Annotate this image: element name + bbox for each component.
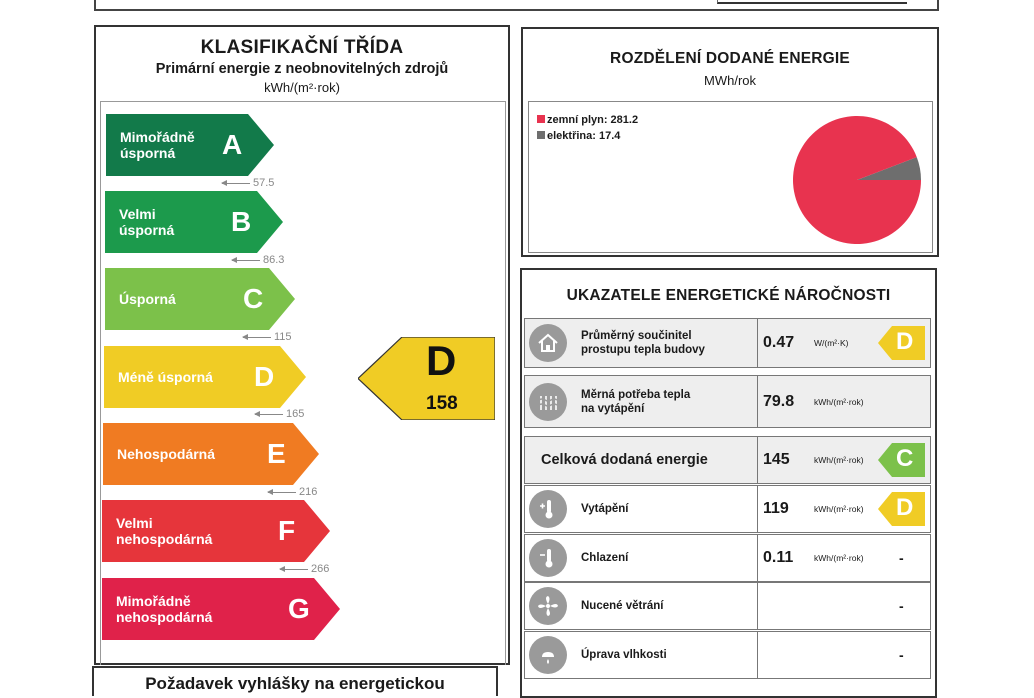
threshold-arrow-icon bbox=[268, 492, 296, 493]
result-class-value: 158 bbox=[426, 393, 458, 414]
threshold-value: 165 bbox=[286, 408, 305, 420]
humidity-icon bbox=[529, 636, 567, 674]
legend-swatch-gas bbox=[537, 115, 545, 123]
legend-item-gas bbox=[537, 112, 638, 128]
indicator-value: 119 bbox=[763, 500, 789, 517]
row-divider bbox=[757, 376, 758, 427]
indicator-class-badge bbox=[878, 492, 925, 526]
energy-class-label: Mimořádně nehospodárná bbox=[116, 593, 213, 625]
threshold-arrow-icon bbox=[280, 569, 308, 570]
energy-class-letter: G bbox=[288, 593, 310, 624]
class-threshold bbox=[243, 331, 292, 343]
heat-icon bbox=[529, 383, 567, 421]
indicator-class-letter: D bbox=[896, 328, 914, 355]
classification-title: KLASIFIKAČNÍ TŘÍDA bbox=[200, 37, 404, 58]
class-threshold bbox=[232, 254, 284, 266]
energy-class-bar-g bbox=[102, 578, 340, 640]
requirement-title: Požadavek vyhlášky na energetickou bbox=[145, 674, 445, 693]
chart-legend bbox=[537, 112, 638, 144]
indicator-name: Celková dodaná energie bbox=[541, 452, 708, 468]
result-marker-arrow bbox=[358, 337, 495, 420]
energy-class-bar-c bbox=[105, 268, 295, 330]
energy-class-bar-e bbox=[103, 423, 319, 485]
indicator-value: 79.8 bbox=[763, 392, 795, 410]
indicator-no-class: - bbox=[899, 550, 904, 566]
row-divider bbox=[757, 486, 758, 532]
indicator-unit: kWh/(m²·rok) bbox=[814, 455, 864, 465]
energy-class-bar-a bbox=[106, 114, 274, 176]
indicator-name: Vytápění bbox=[581, 503, 629, 515]
classification-unit: kWh/(m²·rok) bbox=[264, 80, 340, 95]
indicator-name: Chlazení bbox=[581, 552, 629, 564]
energy-class-label: Úsporná bbox=[119, 291, 176, 307]
indicator-row bbox=[524, 375, 931, 428]
class-threshold bbox=[268, 486, 317, 498]
indicator-unit: kWh/(m²·rok) bbox=[814, 396, 864, 407]
threshold-value: 115 bbox=[274, 331, 292, 343]
result-class-letter: D bbox=[426, 337, 457, 384]
energy-class-letter: A bbox=[222, 129, 243, 160]
energy-class-letter: E bbox=[267, 438, 286, 469]
threshold-value: 86.3 bbox=[263, 254, 285, 266]
distribution-chart-area bbox=[528, 101, 933, 253]
energy-class-label: Velmi úsporná bbox=[119, 206, 175, 238]
thermometer-minus-icon bbox=[529, 539, 567, 577]
indicator-row bbox=[524, 436, 931, 484]
requirement-panel bbox=[92, 666, 498, 696]
indicator-name: Úprava vlhkosti bbox=[581, 649, 667, 661]
distribution-title: ROZDĚLENÍ DODANÉ ENERGIE bbox=[610, 50, 850, 67]
energy-class-bar-b bbox=[105, 191, 283, 253]
distribution-panel bbox=[521, 27, 939, 257]
energy-class-letter: B bbox=[231, 206, 252, 237]
indicator-class-badge bbox=[878, 443, 925, 477]
energy-class-label: Méně úsporná bbox=[118, 369, 213, 385]
row-divider bbox=[757, 437, 758, 483]
classification-subtitle: Primární energie z neobnovitelných zdrojů bbox=[155, 61, 449, 77]
energy-class-label: Mimořádně úsporná bbox=[120, 129, 195, 161]
indicator-unit: kWh/(m²·rok) bbox=[814, 553, 864, 563]
threshold-arrow-icon bbox=[232, 260, 260, 261]
indicator-row bbox=[524, 582, 931, 630]
indicators-title: UKAZATELE ENERGETICKÉ NÁROČNOSTI bbox=[566, 287, 891, 304]
threshold-value: 57.5 bbox=[253, 177, 275, 189]
indicator-value: 145 bbox=[763, 451, 790, 468]
top-frame bbox=[94, 0, 939, 11]
fan-icon bbox=[529, 587, 567, 625]
legend-label-electricity: elektřina: 17.4 bbox=[547, 130, 621, 142]
threshold-value: 216 bbox=[299, 486, 318, 498]
energy-class-label: Nehospodárná bbox=[117, 446, 216, 462]
indicator-row bbox=[524, 631, 931, 679]
energy-class-bar-d bbox=[104, 346, 306, 408]
thermometer-plus-icon bbox=[529, 490, 567, 528]
class-threshold bbox=[222, 177, 274, 189]
energy-class-label: Velmi nehospodárná bbox=[116, 515, 213, 547]
legend-label-gas: zemní plyn: 281.2 bbox=[547, 114, 639, 126]
indicator-class-letter: C bbox=[896, 445, 914, 472]
distribution-unit: MWh/rok bbox=[704, 73, 756, 88]
pie-slice-gas bbox=[793, 116, 921, 244]
row-divider bbox=[757, 319, 758, 367]
row-divider bbox=[757, 535, 758, 581]
indicator-name: Průměrný součinitel prostupu tepla budovy bbox=[581, 330, 705, 356]
indicator-no-class: - bbox=[899, 598, 904, 614]
row-divider bbox=[757, 632, 758, 678]
indicator-unit: W/(m²·K) bbox=[814, 338, 849, 348]
indicator-row bbox=[524, 485, 931, 533]
energy-class-letter: F bbox=[278, 515, 296, 546]
indicator-unit: kWh/(m²·rok) bbox=[814, 504, 864, 514]
threshold-value: 266 bbox=[311, 563, 330, 575]
indicator-no-class: - bbox=[899, 647, 904, 663]
indicator-row bbox=[524, 534, 931, 582]
energy-class-letter: C bbox=[243, 283, 264, 314]
threshold-arrow-icon bbox=[243, 337, 271, 338]
energy-class-bar-f bbox=[102, 500, 330, 562]
class-threshold bbox=[280, 563, 329, 575]
indicator-value: 0.47 bbox=[763, 334, 795, 351]
threshold-arrow-icon bbox=[222, 183, 250, 184]
indicator-class-badge bbox=[878, 326, 925, 360]
indicator-name: Nucené větrání bbox=[581, 600, 664, 612]
indicator-value: 0.11 bbox=[763, 549, 794, 566]
indicator-class-letter: D bbox=[896, 494, 914, 521]
result-class-marker bbox=[358, 337, 495, 420]
energy-pie-chart bbox=[791, 114, 923, 246]
house-icon bbox=[529, 324, 567, 362]
energy-class-letter: D bbox=[254, 361, 275, 392]
legend-item-electricity bbox=[537, 128, 638, 144]
class-threshold bbox=[255, 408, 304, 420]
legend-swatch-electricity bbox=[537, 131, 545, 139]
indicator-row bbox=[524, 318, 931, 368]
row-divider bbox=[757, 583, 758, 629]
threshold-arrow-icon bbox=[255, 414, 283, 415]
indicator-name: Měrná potřeba tepla na vytápění bbox=[581, 388, 691, 415]
top-frame-inner bbox=[717, 0, 907, 4]
